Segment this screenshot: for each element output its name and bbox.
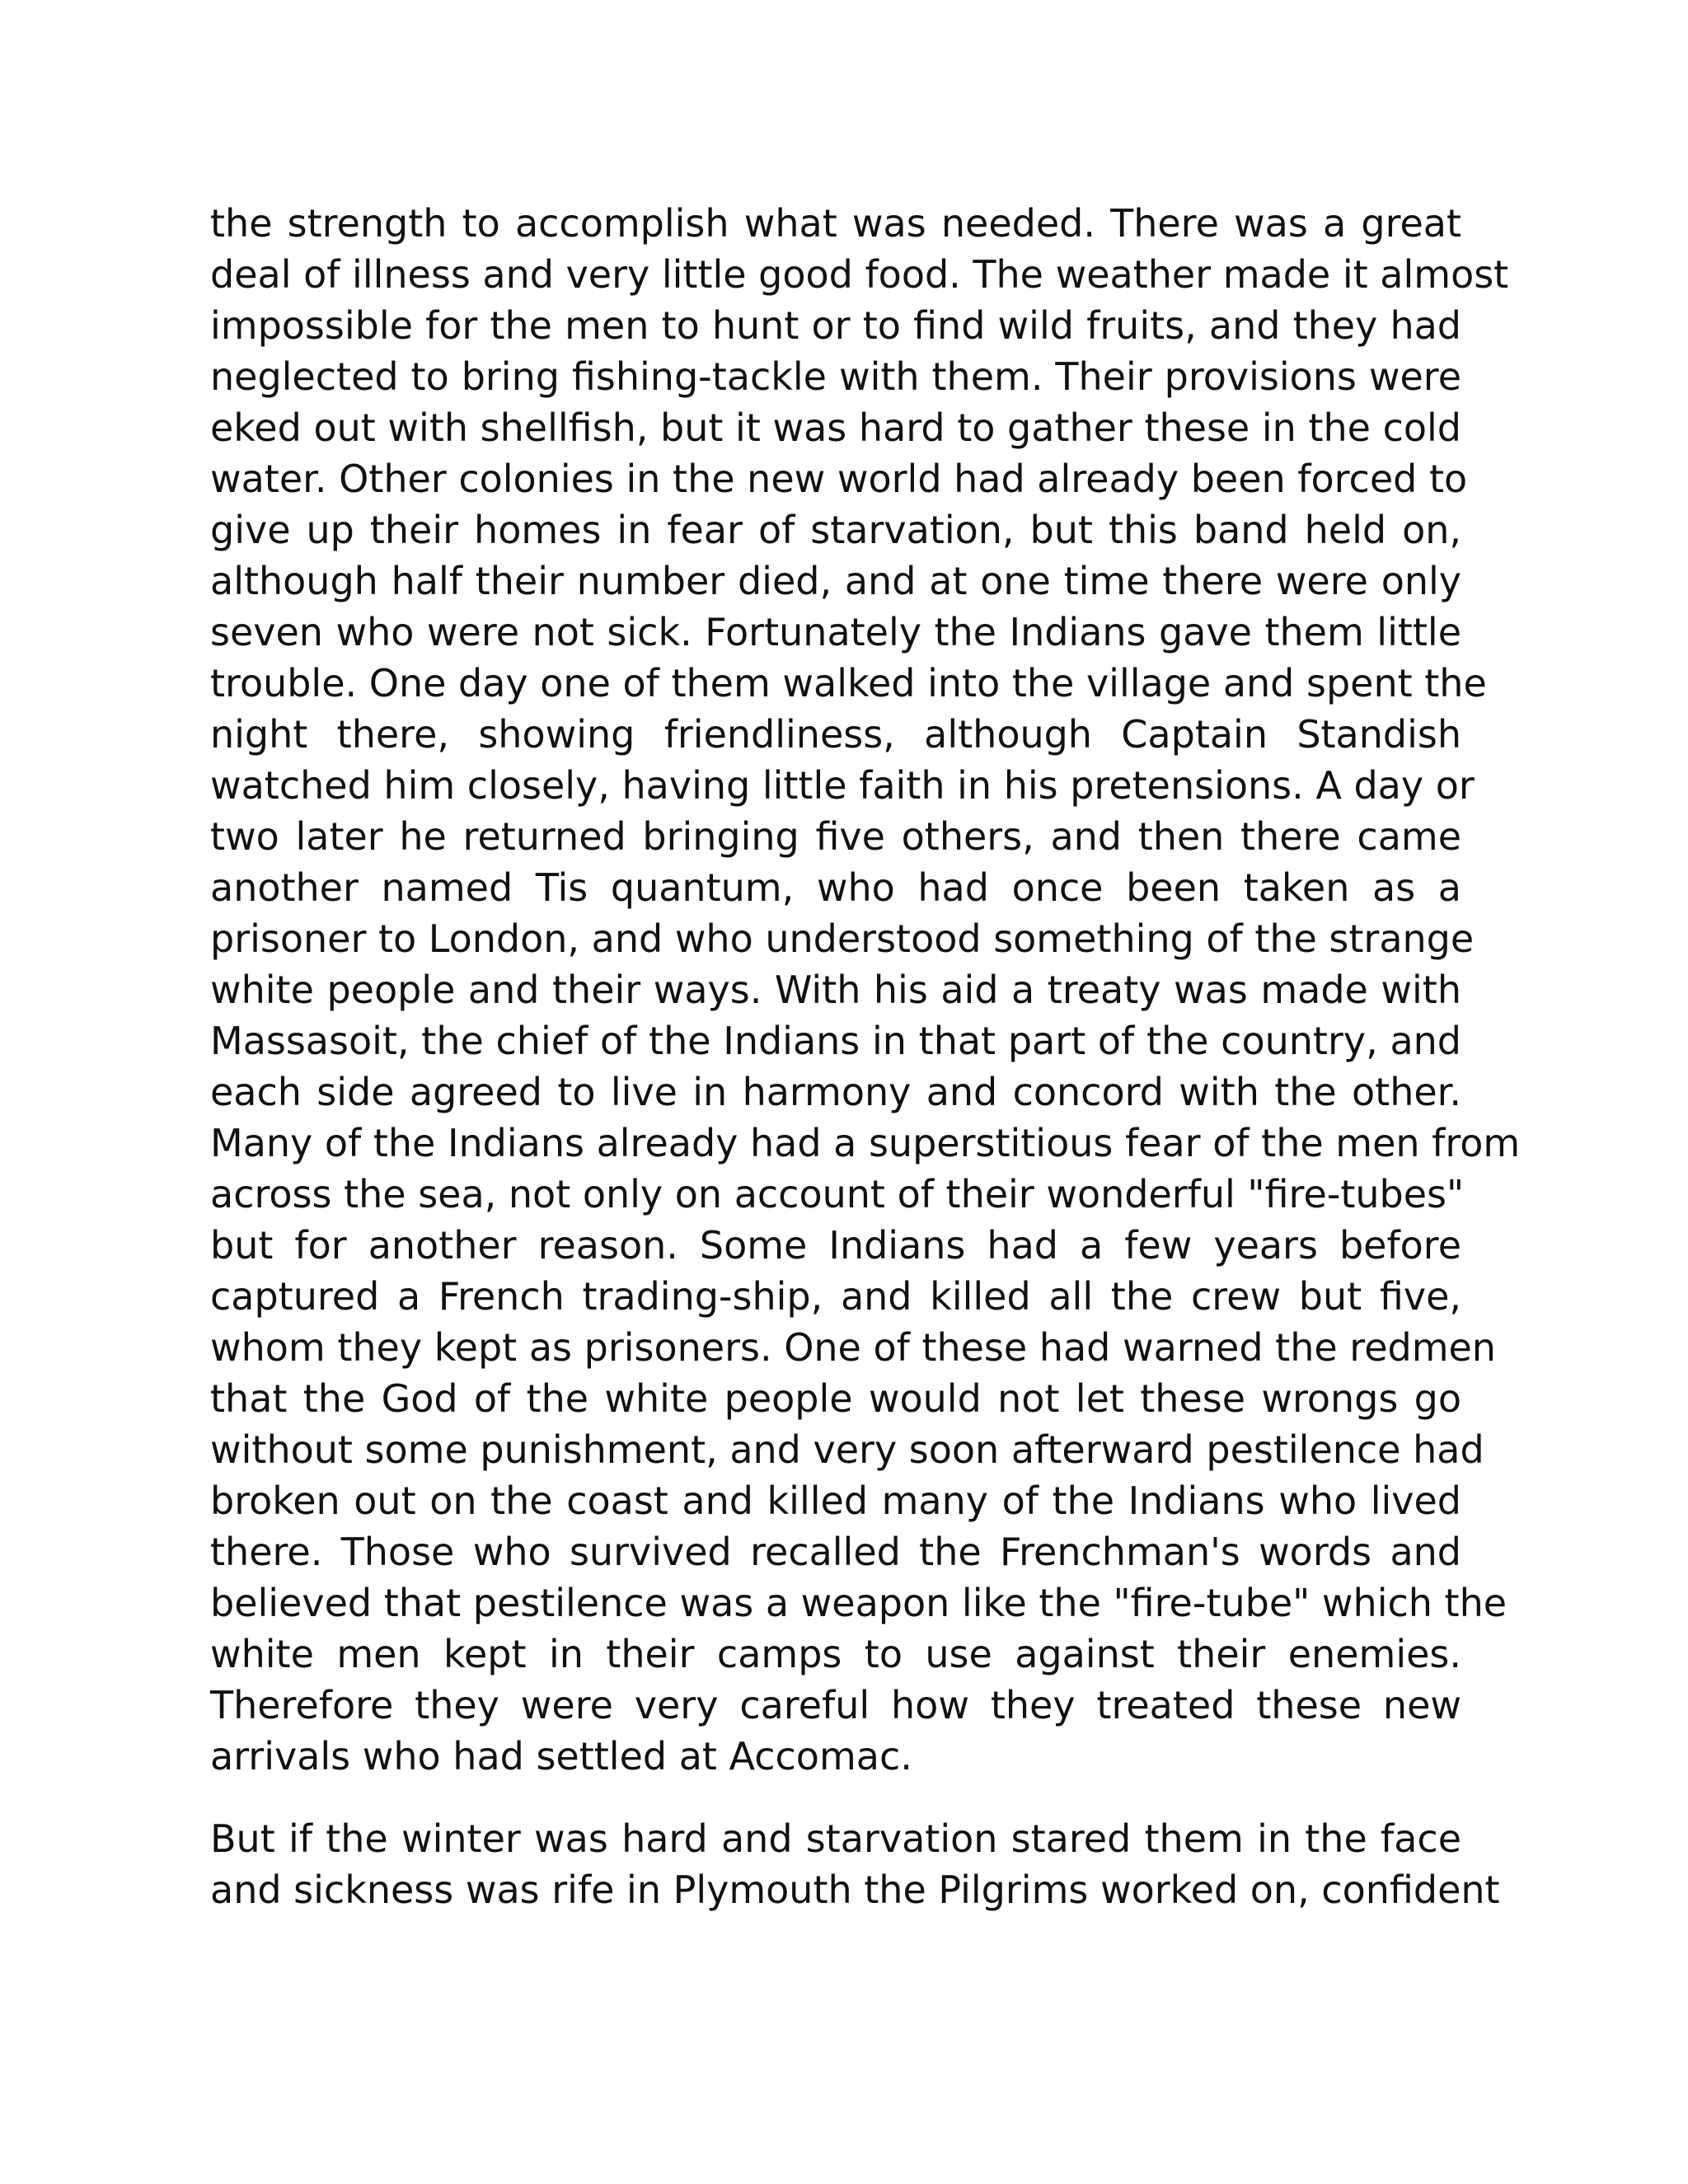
text-line: Therefore they were very careful how they treated these new <box>210 1683 1461 1727</box>
text-line: but for another reason. Some Indians had a few years before <box>210 1223 1461 1268</box>
text-line: and sickness was rife in Plymouth the Pilgrims worked on, confident <box>210 1868 1500 1912</box>
text-line: trouble. One day one of them walked into the village and spent the <box>210 661 1487 705</box>
text-line: captured a French trading-ship, and killed all the crew but five, <box>210 1274 1461 1319</box>
text-line: each side agreed to live in harmony and concord with the other. <box>210 1070 1461 1114</box>
text-line: watched him closely, having little faith in his pretensions. A day or <box>210 763 1475 808</box>
text-line: seven who were not sick. Fortunately the Indians gave them little <box>210 610 1461 654</box>
text-line: another named Tis quantum, who had once been taken as a <box>210 865 1461 910</box>
text-line: neglected to bring fishing-tackle with them. Their provisions were <box>210 354 1461 399</box>
text-line: deal of illness and very little good food. The weather made it almost <box>210 252 1509 297</box>
text-line: whom they kept as prisoners. One of these had warned the redmen <box>210 1325 1496 1370</box>
text-line: white people and their ways. With his aid a treaty was made with <box>210 968 1461 1012</box>
text-line: Many of the Indians already had a superstitious fear of the men from <box>210 1121 1521 1165</box>
text-line: the strength to accomplish what was needed. There was a great <box>210 201 1461 246</box>
text-line: give up their homes in fear of starvation, but this band held on, <box>210 508 1461 552</box>
text-line: arrivals who had settled at Accomac. <box>210 1734 912 1779</box>
text-line: across the sea, not only on account of their wonderful "fire-tubes" <box>210 1172 1465 1216</box>
text-line: eked out with shellfish, but it was hard to gather these in the cold <box>210 405 1461 450</box>
text-line: white men kept in their camps to use against their enemies. <box>210 1632 1461 1676</box>
text-line: Massasoit, the chief of the Indians in that part of the country, and <box>210 1019 1461 1063</box>
text-line: believed that pestilence was a weapon like the "fire-tube" which the <box>210 1581 1507 1625</box>
text-line: that the God of the white people would not let these wrongs go <box>210 1376 1461 1421</box>
text-line: without some punishment, and very soon afterward pestilence had <box>210 1427 1484 1472</box>
text-line: But if the winter was hard and starvation stared them in the face <box>210 1816 1461 1861</box>
text-line: although half their number died, and at one time there were only <box>210 559 1461 603</box>
text-line: there. Those who survived recalled the Frenchman's words and <box>210 1530 1461 1574</box>
text-line: broken out on the coast and killed many of the Indians who lived <box>210 1479 1461 1523</box>
text-line: prisoner to London, and who understood something of the strange <box>210 916 1475 961</box>
text-line: water. Other colonies in the new world had already been forced to <box>210 457 1468 501</box>
paragraph-1 <box>210 198 1521 1782</box>
text-line: two later he returned bringing five others, and then there came <box>210 814 1461 859</box>
text-line: impossible for the men to hunt or to find wild fruits, and they had <box>210 303 1461 348</box>
paragraph-2 <box>210 1813 1500 1915</box>
text-line: night there, showing friendliness, although Captain Standish <box>210 712 1461 757</box>
